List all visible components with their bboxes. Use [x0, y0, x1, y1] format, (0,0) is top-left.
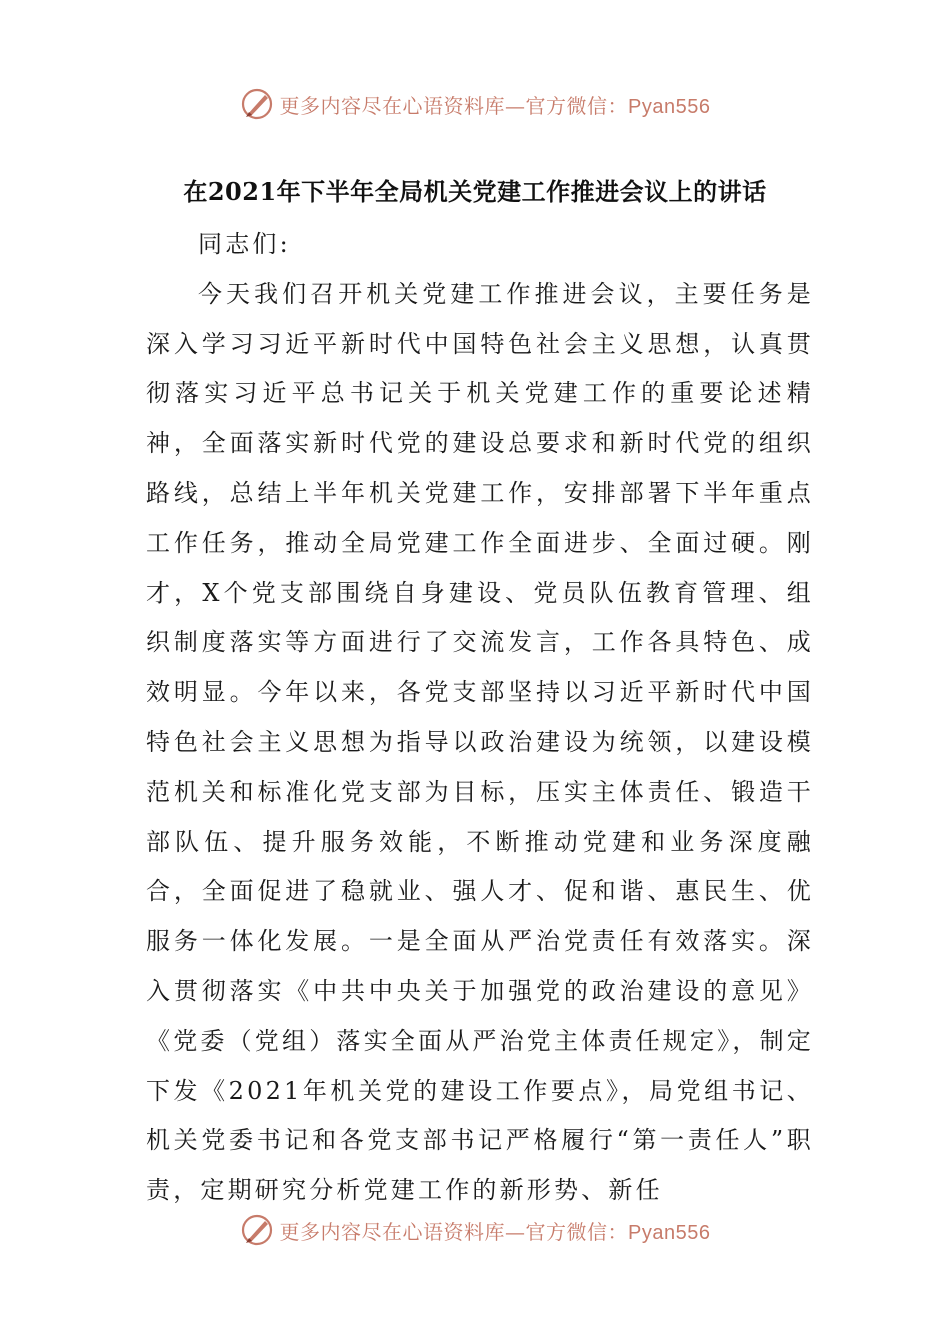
watermark-text [280, 1216, 711, 1245]
watermark-id: Pyan556 [628, 95, 711, 118]
footer-watermark [0, 1210, 950, 1250]
header-watermark [0, 84, 950, 124]
watermark-label: 更多内容尽在心语资料库—官方微信： [279, 1219, 629, 1244]
watermark-content [240, 87, 711, 121]
document-body [146, 220, 814, 1216]
watermark-id: Pyan556 [628, 1221, 711, 1244]
pen-logo-icon [240, 1213, 274, 1247]
body-paragraph: 今天我们召开机关党建工作推进会议，主要任务是深入学习习近平新时代中国特色社会主义思想，认真贯彻落实习近平总书记关于机关党建工作的重要论述精神，全面落实新时代党的建设总要求和新时代党的组织路线，总结上半年机关党建工作，安排部署下半年重点工作任务，推动全局党建工作全面进步、全面过硬。刚才，X个党支部围绕自身建设、党员队伍教育管理、组织制度落实等方面进行了交流发言，工作各具特色、成效明显。今年以来，各党支部坚持以习近平新时代中国特色社会主义思想为指导以政治建设为统领，以建设模范机关和标准化党支部为目标，压实主体责任、锻造干部队伍、提升服务效能，不断推动党建和业务深度融合，全面促进了稳就业、强人才、促和谐、惠民生、优服务一体化发展。一是全面从严治党责任有效落实。深入贯彻落实《中共中央关于加强党的政治建设的意见》《党委（党组）落实全面从严治党主体责任规定》，制定下发《2021年机关党的建设工作要点》，局党组书记、机关党委书记和各党支部书记严格履行“第一责任人”职责，定期研究分析党建工作的新形势、新任 [146, 279, 814, 1205]
pen-logo-icon [240, 87, 274, 121]
greeting: 同志们: [198, 230, 291, 258]
document-title: 在2021年下半年全局机关党建工作推进会议上的讲话 [183, 177, 767, 206]
watermark-text [280, 90, 711, 119]
watermark-label: 更多内容尽在心语资料库—官方微信： [279, 93, 629, 118]
watermark-content [240, 1213, 711, 1247]
